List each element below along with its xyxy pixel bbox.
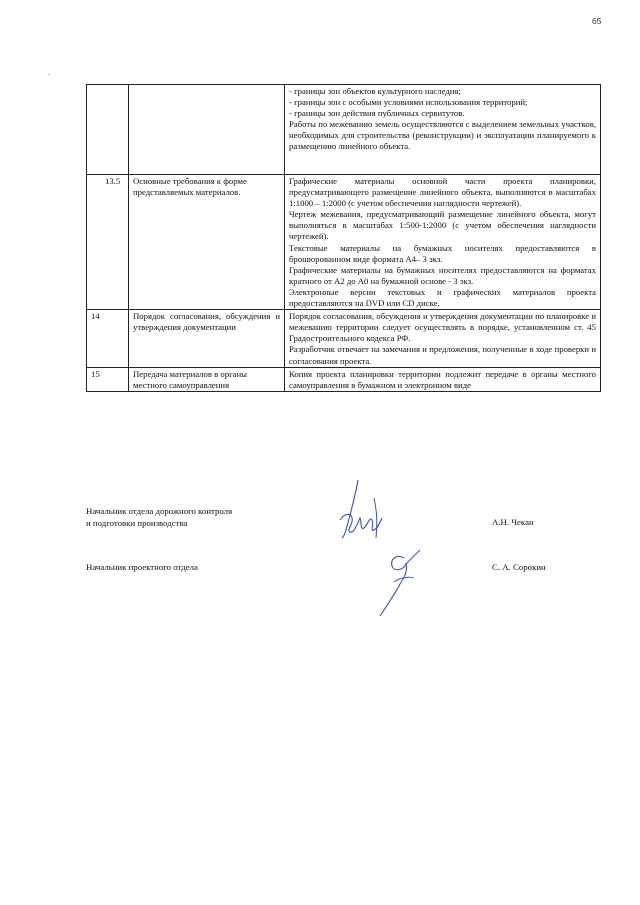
row-description-cell [285,367,601,391]
row-description-cell [285,310,601,367]
requirements-table [86,84,601,392]
description-paragraph: Электронные версии текстовых и графических материалов проекта предоставляются на DVD или CD диске. [289,286,596,309]
row-name-cell: Основные требования к форме представляемых материалов. [129,175,285,310]
row-name-cell [129,85,285,175]
scan-artifact [48,74,50,75]
description-paragraph: Графические материалы основной части проекта планировки, предусматривающего размещение линейного объекта, выполняются в масштабах 1:1000 – 1:2000 (с учетом обеспечения наглядности чертежей). [289,176,596,209]
position-line: и подготовки производства [86,517,188,528]
signatory-name-1: А.Н. Чекан [492,517,534,527]
table-row [87,85,601,175]
description-paragraph: Копия проекта планировки территории подлежит передаче в органы местного самоуправления в бумажном и электронном виде [289,368,596,390]
description-paragraph: Порядок согласования, обсуждения и утверждения документации по планировке и межеванию территории следует осуществлять в порядке, установленном ст. 45 Градостроительного кодекса РФ. [289,311,596,344]
table-row [87,367,601,391]
page-number: 65 [592,16,602,26]
row-number-cell: 13.5 [87,175,129,310]
description-paragraph: - границы зон с особыми условиями использования территорий; [289,97,528,108]
description-paragraph: Текстовые материалы на бумажных носителях предоставляются в брошюрованном виде формата А4– 3 экз. [289,242,596,264]
table-row [87,175,601,310]
row-number-cell: 15 [87,367,129,391]
signatory-position-1 [86,506,232,529]
position-line: Начальник отдела дорожного контроля [86,506,233,516]
signatory-position-2: Начальник проектного отдела [86,562,198,572]
signatory-name-2: С. А. Сорокин [492,562,546,572]
row-name-cell: Передача материалов в органы местного самоуправления [129,367,285,391]
description-paragraph: Работы по межеванию земель осуществляются с выделением земельных участков, необходимых для строительства (реконструкции) и эксплуатации планируемого к размещению линейного объекта. [289,119,596,152]
description-paragraph: - границы зон действия публичных сервитутов. [289,108,465,119]
description-paragraph: Разработчик отвечает на замечания и предложения, полученные в ходе проверки и согласования проекта. [289,344,596,366]
row-name-cell: Порядок согласования, обсуждения и утверждения документации [129,310,285,367]
row-number-cell [87,85,129,175]
description-paragraph: Чертеж межевания, предусматривающий размещение линейного объекта, могут выполняться в масштабах 1:500-1:2000 (с учетом обеспечения наглядности чертежей). [289,209,596,242]
handwritten-signature-2 [370,548,430,620]
row-description-cell [285,175,601,310]
handwritten-signature-1 [330,478,390,546]
row-number-cell: 14 [87,310,129,367]
description-paragraph: - границы зон объектов культурного наследия; [289,86,461,96]
description-paragraph: Графические материалы на бумажных носителях предоставляются на форматах кратного от А2 до А0 на бумажной основе - 3 экз. [289,264,596,286]
row-description-cell [285,85,601,175]
table-row [87,310,601,367]
